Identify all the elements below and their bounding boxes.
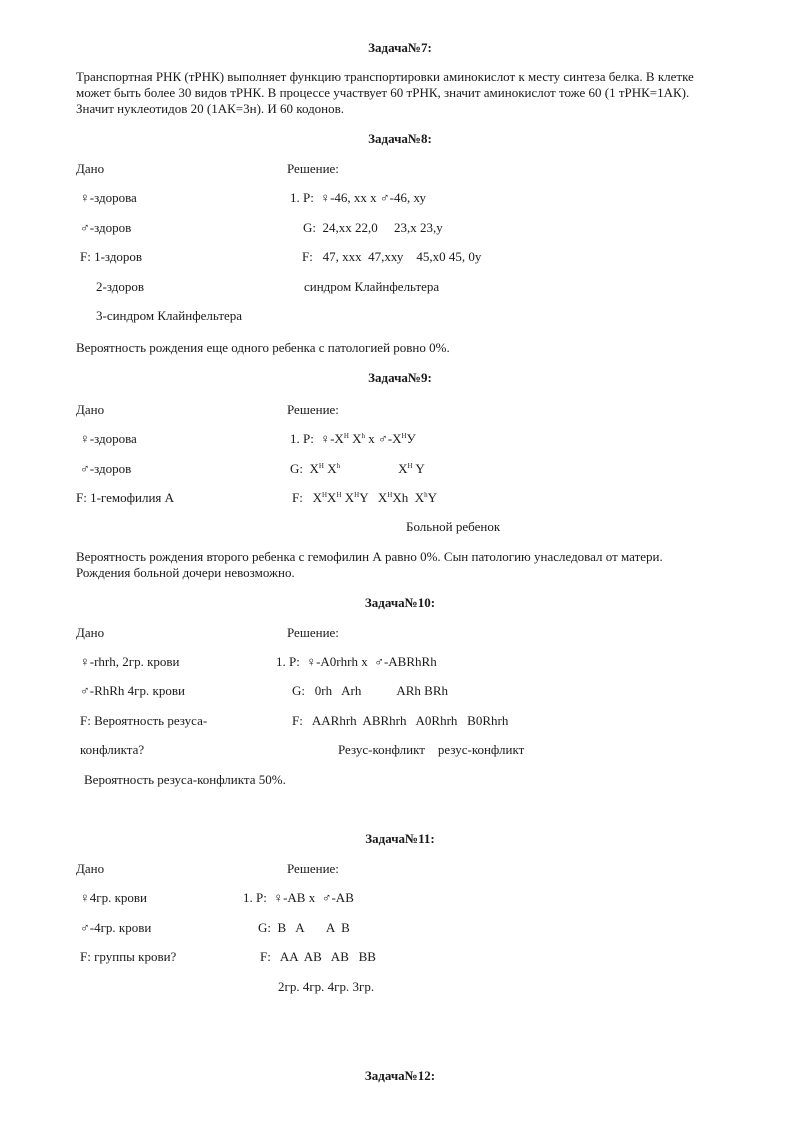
task7-heading: Задача№7: (368, 40, 432, 55)
task9-sick-child: Больной ребенок (406, 519, 501, 534)
task9-solution-line-2: G: $X^H$ $X^h$ $X^H$ Y (290, 461, 425, 476)
task10-given-line-4: конфликта? (80, 742, 145, 757)
task10-solution-line-3: F: AARhrh ABRhrh A0Rhrh B0Rhrh (292, 713, 509, 728)
task9-heading: Задача№9: (368, 370, 432, 385)
task11-given-line-2: ♂-4гр. крови (80, 920, 152, 935)
task9-conclusion-1: Вероятность рождения второго ребенка с гемофилин А равно 0%. Сын патологию унаследовал от матери. (76, 549, 663, 564)
task10-conclusion: Вероятность резуса-конфликта 50%. (84, 772, 286, 787)
task8-given-line-2: ♂-здоров (80, 220, 132, 235)
task9-given: Дано (76, 402, 105, 417)
task10-given-line-1: ♀-rhrh, 2гр. крови (80, 654, 180, 669)
task12-heading: Задача№12: (364, 1068, 436, 1083)
task9-solution: Решение: (287, 402, 339, 417)
task8-solution: Решение: (287, 161, 339, 176)
task10-solution: Решение: (287, 625, 339, 640)
task10-solution-line-4: Резус-конфликт резус-конфликт (338, 742, 525, 757)
task8-given-line-5: 3-синдром Клайнфельтера (96, 308, 243, 323)
task10-heading: Задача№10: (364, 595, 436, 610)
task11-solution-line-4: 2гр. 4гр. 4гр. 3гр. (278, 979, 375, 994)
task7-paragraph: Транспортная РНК (тРНК) выполняет функцию транспортировки аминокислот к месту синтеза белка. В клетке может быть более 30 видов тРНК. В процессе участвует 60 тРНК, значит аминокислот тоже 60 (1 тРНК=1АК). Значит нуклеотидов 20 (1АК=3н). И 60 кодонов. (76, 69, 694, 116)
task9-given-line-2: ♂-здоров (80, 461, 132, 476)
task10-solution-line-2: G: 0rh Arh ARh BRh (292, 683, 449, 698)
task9-conclusion-2: Рождения больной дочери невозможно. (76, 565, 295, 580)
task8-conclusion: Вероятность рождения еще одного ребенка с патологией ровно 0%. (76, 340, 450, 355)
task11-given: Дано (76, 861, 105, 876)
task8-given-line-4: 2-здоров (96, 279, 144, 294)
task10-given-line-2: ♂-RhRh 4гр. крови (80, 683, 185, 698)
task11-heading: Задача№11: (365, 831, 435, 846)
task8-solution-line-1: 1. P: ♀-46, хх х ♂-46, ху (290, 190, 427, 205)
task9-solution-line-1: 1. P: $♀-X^H$ $X^h$ х $♂-X^HУ$ (290, 431, 416, 446)
task8-given: Дано (76, 161, 105, 176)
task10-given-line-3: F: Вероятность резуса- (80, 713, 208, 728)
task11-solution-line-1: 1. P: ♀-AB х ♂-AB (243, 890, 354, 905)
task8-given-line-3: F: 1-здоров (80, 249, 143, 264)
task11-solution-line-3: F: AA AB AB BB (260, 949, 376, 964)
task8-solution-line-3: F: 47, ххх 47,хху 45,х0 45, 0у (302, 249, 482, 264)
task11-given-line-3: F: группы крови? (80, 949, 177, 964)
task9-given-line-1: ♀-здорова (80, 431, 137, 446)
task9-given-line-3: F: 1-гемофилия А (76, 490, 175, 505)
task8-given-line-1: ♀-здорова (80, 190, 137, 205)
task8-solution-line-2: G: 24,хх 22,0 23,х 23,у (303, 220, 443, 235)
task11-solution-line-2: G: B A A B (258, 920, 350, 935)
task11-given-line-1: ♀4гр. крови (80, 890, 147, 905)
task11-solution: Решение: (287, 861, 339, 876)
task8-solution-line-4: синдром Клайнфельтера (304, 279, 440, 294)
task10-given: Дано (76, 625, 105, 640)
task10-solution-line-1: 1. P: ♀-A0rhrh х ♂-ABRhRh (276, 654, 437, 669)
task8-heading: Задача№8: (368, 131, 432, 146)
task9-solution-line-3: F: $X^HX^H$ $X^HY$ $X^HXh$ $X^hY$ (292, 490, 437, 505)
